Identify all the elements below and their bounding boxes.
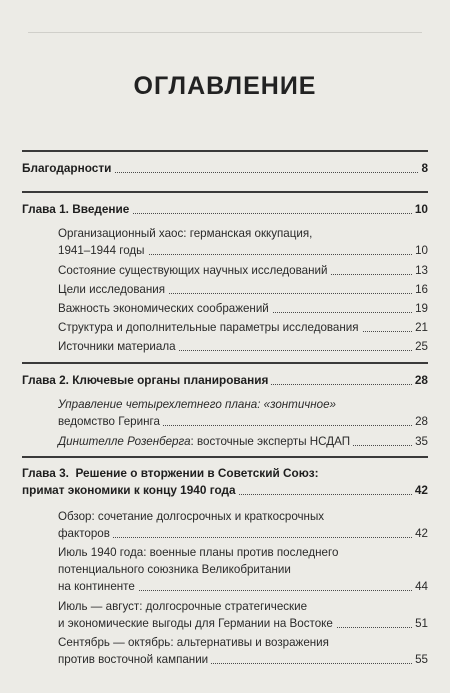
toc-entry-page: 8 [418, 160, 428, 177]
toc-entry-label: 1941–1944 годы [58, 244, 148, 257]
toc-entry-label: Управление четырехлетнего плана: «зонтичное» [58, 398, 336, 411]
dot-leader [58, 537, 428, 538]
toc-section[interactable] [58, 433, 428, 450]
toc-entry-label: Структура и дополнительные параметры исследования [58, 321, 362, 334]
section-divider [22, 362, 428, 364]
toc-entry-label: Июль 1940 года: военные планы против последнего [58, 546, 339, 559]
toc-entry-page: 21 [412, 319, 428, 336]
toc-section[interactable] [58, 508, 428, 542]
toc-entry-page: 25 [412, 338, 428, 355]
toc-entry-page: 28 [412, 413, 428, 430]
toc-entry-page: 16 [412, 281, 428, 298]
toc-entry-page: 10 [412, 242, 428, 259]
toc-entry-label: Глава 2. Ключевые органы планирования [22, 373, 271, 387]
toc-entry-label: на континенте [58, 580, 138, 593]
toc-section[interactable] [58, 262, 428, 279]
toc-entry-page: 44 [412, 578, 428, 595]
toc-section[interactable] [58, 544, 428, 595]
running-head [28, 8, 422, 33]
toc-entry-label: Состояние существующих научных исследований [58, 264, 330, 277]
toc-entry-page: 19 [412, 300, 428, 317]
toc-section[interactable] [58, 338, 428, 355]
toc-entry-label: Важность экономических соображений [58, 302, 272, 315]
toc-entry-page: 42 [412, 525, 428, 542]
toc-entry-label: Глава 1. Введение [22, 202, 132, 216]
page-title: ОГЛАВЛЕНИЕ [133, 72, 317, 100]
toc-entry-label: Сентябрь — октябрь: альтернативы и возражения [58, 636, 329, 649]
toc-section[interactable] [58, 598, 428, 632]
toc-entry-page: 51 [412, 615, 428, 632]
toc-entry-page: 55 [412, 651, 428, 668]
toc-chapter-2[interactable] [22, 372, 428, 389]
section-divider [22, 191, 428, 193]
toc-entry-page: 10 [412, 201, 428, 218]
section-divider [22, 150, 428, 152]
toc-entry-label: факторов [58, 527, 113, 540]
toc-entry-label: Благодарности [22, 161, 114, 175]
toc-entry-label: потенциального союзника Великобритании [58, 563, 291, 576]
section-divider [22, 456, 428, 458]
toc-entry-label: Источники материала [58, 340, 179, 353]
toc-entry-page: 28 [412, 372, 428, 389]
toc-entry-label: против восточной кампании [58, 653, 211, 666]
toc-entry-acknowledgements[interactable] [22, 160, 428, 177]
toc-entry-page: 35 [412, 433, 428, 450]
toc-entry-label: ведомство Геринга [58, 415, 163, 428]
toc-entry-label: Цели исследования [58, 283, 168, 296]
toc-entry-page: 13 [412, 262, 428, 279]
toc-section[interactable] [58, 634, 428, 668]
toc-entry-label: Организационный хаос: германская оккупация, [58, 227, 313, 240]
toc-entry-label [58, 435, 353, 448]
toc-section[interactable] [58, 319, 428, 336]
toc-section[interactable] [58, 300, 428, 317]
toc-chapter-3[interactable] [22, 465, 428, 499]
toc-entry-label: Обзор: сочетание долгосрочных и краткосрочных [58, 510, 325, 523]
toc-entry-label-rest: : восточные эксперты НСДАП [190, 435, 351, 448]
toc-entry-page: 42 [412, 482, 428, 499]
toc-entry-label-italic: Динштелле Розенберга [58, 435, 191, 448]
toc-section[interactable] [58, 396, 428, 430]
toc-entry-label: Глава 3. Решение о вторжении в Советский Союз: [22, 466, 319, 480]
toc-section[interactable] [58, 281, 428, 298]
toc-entry-label: и экономические выгоды для Германии на Востоке [58, 617, 336, 630]
toc-section[interactable] [58, 225, 428, 259]
toc-chapter-1[interactable] [22, 201, 428, 218]
toc-entry-label: Июль — август: долгосрочные стратегические [58, 600, 308, 613]
toc-entry-label: примат экономики к концу 1940 года [22, 483, 239, 497]
